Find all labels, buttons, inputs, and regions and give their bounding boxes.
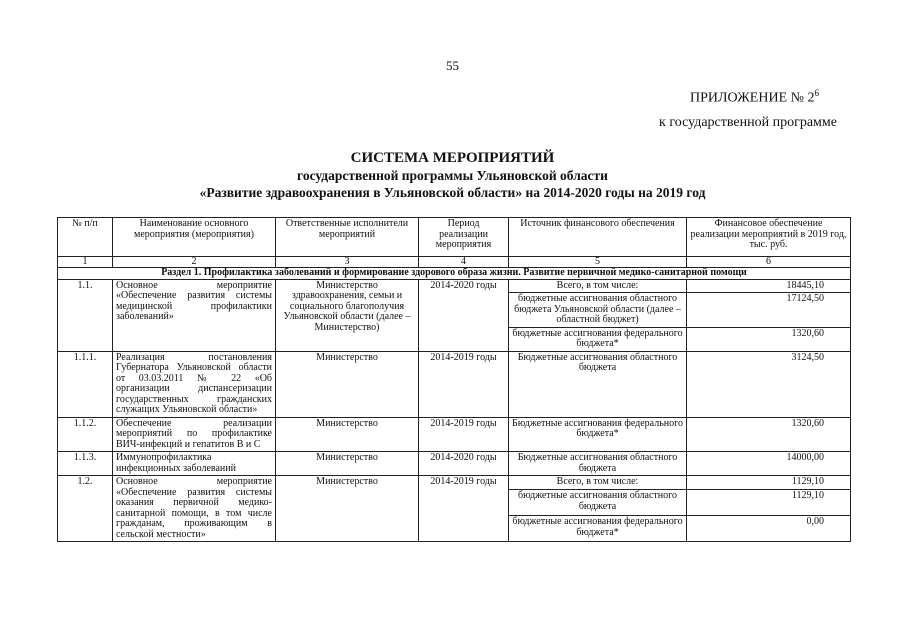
header-cell-number: № п/п [58,218,113,257]
funding-amount: 14000,00 [687,452,851,476]
events-table [57,217,851,542]
funding-amount: 1320,60 [687,417,851,452]
funding-source: бюджетные ассигнования областного бюджета Ульяновской области (далее – областной бюджет) [509,293,687,328]
event-period: 2014-2020 годы [419,452,509,476]
event-executor: Министерство [276,476,419,542]
funding-amount: 18445,10 [687,279,851,293]
document-title [0,149,905,201]
funding-source: бюджетные ассигнования федерального бюджета* [509,327,687,351]
column-number: 2 [113,257,276,268]
event-executor: Министерство [276,417,419,452]
title-line-2: государственной программы Ульяновской области [297,168,608,183]
row-number: 1.1.1. [58,351,113,417]
table-row [58,452,851,476]
column-number: 4 [419,257,509,268]
table-row [58,279,851,293]
appendix-text: ПРИЛОЖЕНИЕ № 2 [690,90,815,106]
row-number: 1.2. [58,476,113,542]
row-number: 1.1.2. [58,417,113,452]
funding-source: Всего, в том числе: [509,476,687,490]
funding-amount: 1129,10 [687,490,851,516]
column-number: 3 [276,257,419,268]
funding-source: Бюджетные ассигнования федерального бюджета* [509,417,687,452]
column-number-row [58,257,851,268]
header-cell-executors: Ответственные исполнители мероприятий [276,218,419,257]
event-executor: Министерство [276,452,419,476]
event-period: 2014-2019 годы [419,476,509,542]
title-line-1: СИСТЕМА МЕРОПРИЯТИЙ [350,150,555,166]
page-number: 55 [446,58,459,73]
column-number: 5 [509,257,687,268]
header-cell-financing: Финансовое обеспечение реализации мероприятий в 2019 год, тыс. руб. [687,218,851,257]
title-line-3: «Развитие здравоохранения в Ульяновской области» на 2014-2020 годы на 2019 год [199,185,706,200]
event-name: Иммунопрофилактика инфекционных заболеваний [113,452,276,476]
event-name: Обеспечение реализации мероприятий по профилактике ВИЧ-инфекций и гепатитов В и С [113,417,276,452]
header-cell-name: Наименование основного мероприятия (мероприятия) [113,218,276,257]
funding-amount: 1129,10 [687,476,851,490]
funding-source: Бюджетные ассигнования областного бюджета [509,351,687,417]
funding-source: бюджетные ассигнования областного бюджета [509,490,687,516]
row-number: 1.1. [58,279,113,351]
event-name: Основное мероприятие «Обеспечение развития системы оказания первичной медико-санитарной помощи, в том числе гражданам, проживающим в сельской местности» [113,476,276,542]
header-cell-period: Период реализации мероприятия [419,218,509,257]
event-executor: Министерство здравоохранения, семьи и социального благополучия Ульяновской области (далее – Министерство) [276,279,419,351]
event-name: Основное мероприятие «Обеспечение развития системы медицинской профилактики заболеваний» [113,279,276,351]
funding-amount: 17124,50 [687,293,851,328]
row-number: 1.1.3. [58,452,113,476]
funding-amount: 0,00 [687,516,851,542]
column-number: 1 [58,257,113,268]
section-row [58,268,851,280]
section-title: Раздел 1. Профилактика заболеваний и формирование здорового образа жизни. Развитие первичной медико-санитарной помощи [58,268,851,280]
event-executor: Министерство [276,351,419,417]
table-row [58,351,851,417]
table-row [58,417,851,452]
column-number: 6 [687,257,851,268]
header-row [58,218,851,257]
table-row [58,476,851,490]
header-cell-source: Источник финансового обеспечения [509,218,687,257]
appendix-superscript: 6 [814,88,819,98]
funding-amount: 3124,50 [687,351,851,417]
event-period: 2014-2019 годы [419,351,509,417]
funding-amount: 1320,60 [687,327,851,351]
funding-source: бюджетные ассигнования федерального бюджета* [509,516,687,542]
event-period: 2014-2019 годы [419,417,509,452]
event-period: 2014-2020 годы [419,279,509,351]
appendix-label [690,88,819,107]
event-name: Реализация постановления Губернатора Ульяновской области от 03.03.2011 № 22 «Об организации диспансеризации государственных гражданских служащих Ульяновской области» [113,351,276,417]
funding-source: Бюджетные ассигнования областного бюджета [509,452,687,476]
program-reference: к государственной программе [659,115,837,130]
funding-source: Всего, в том числе: [509,279,687,293]
